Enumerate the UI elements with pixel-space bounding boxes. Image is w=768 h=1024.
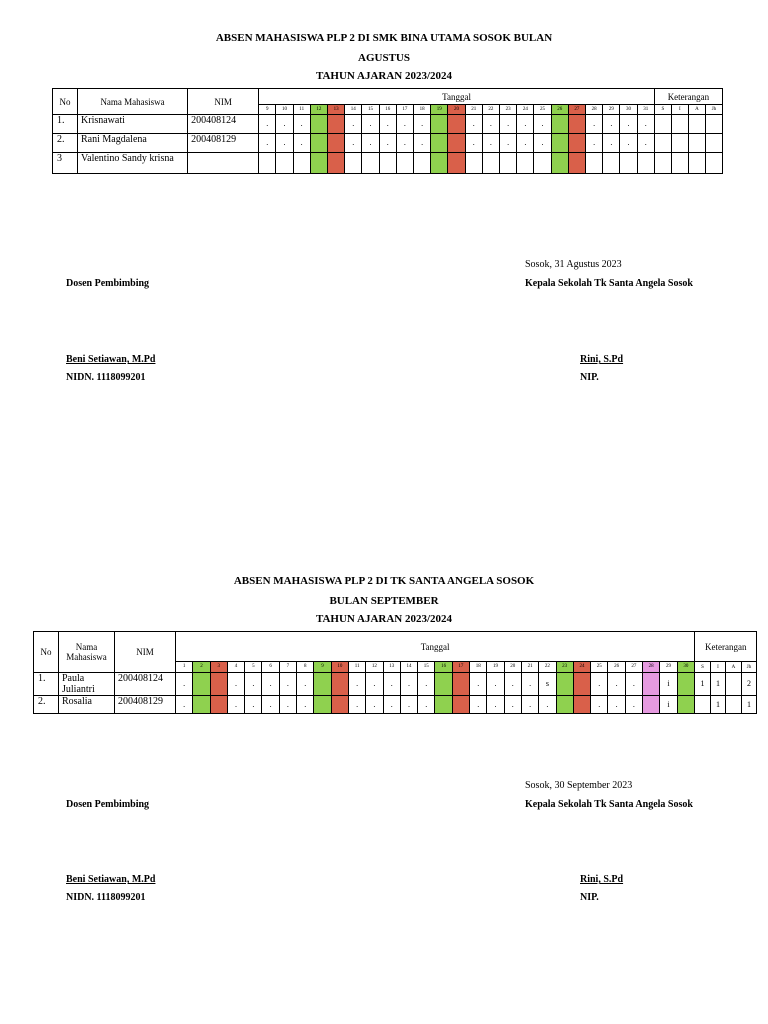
keterangan-count (671, 153, 688, 174)
attendance-mark: . (293, 115, 310, 134)
day-header: 23 (556, 662, 573, 673)
attendance-mark: . (262, 673, 279, 696)
attendance-mark: . (539, 696, 556, 714)
attendance-mark: . (418, 696, 435, 714)
attendance-mark (482, 153, 499, 174)
attendance-mark: . (620, 134, 637, 153)
attendance-mark: . (379, 134, 396, 153)
attendance-mark (345, 153, 362, 174)
keterangan-count (654, 115, 671, 134)
header-tanggal: Tanggal (259, 89, 655, 105)
sheet2-left-id: NIDN. 1118099201 (66, 892, 146, 903)
attendance-mark (210, 673, 227, 696)
attendance-mark: . (400, 673, 417, 696)
attendance-mark (293, 153, 310, 174)
attendance-mark: . (521, 673, 538, 696)
attendance-mark (448, 153, 465, 174)
keterangan-count (671, 134, 688, 153)
attendance-mark (677, 673, 695, 696)
attendance-mark: . (534, 134, 551, 153)
attendance-mark (534, 153, 551, 174)
keterangan-count (726, 696, 742, 714)
attendance-mark (677, 696, 695, 714)
header-name: Nama Mahasiswa (78, 89, 188, 115)
attendance-mark: i (660, 696, 677, 714)
day-header: 28 (643, 662, 660, 673)
day-header: 8 (297, 662, 314, 673)
keterangan-count (654, 134, 671, 153)
day-header: 18 (470, 662, 487, 673)
attendance-mark (259, 153, 276, 174)
attendance-mark (556, 673, 573, 696)
attendance-mark (551, 153, 568, 174)
attendance-mark (603, 153, 620, 174)
attendance-mark: . (418, 673, 435, 696)
attendance-mark (568, 134, 585, 153)
day-header: 17 (396, 105, 413, 115)
attendance-mark: . (586, 115, 603, 134)
day-header: 2 (193, 662, 210, 673)
student-name: Rani Magdalena (78, 134, 188, 153)
student-nim: 200408129 (115, 696, 176, 714)
attendance-mark: . (345, 115, 362, 134)
attendance-mark (314, 696, 331, 714)
sheet1-title-line2: AGUSTUS (358, 52, 410, 64)
header-tanggal: Tanggal (176, 632, 695, 662)
sheet2-right-id: NIP. (580, 892, 599, 903)
attendance-mark (327, 115, 344, 134)
attendance-mark: i (660, 673, 677, 696)
day-header: 7 (279, 662, 296, 673)
attendance-mark (586, 153, 603, 174)
day-header: 13 (327, 105, 344, 115)
student-nim: 200408124 (115, 673, 176, 696)
attendance-mark (362, 153, 379, 174)
attendance-mark: . (414, 134, 431, 153)
attendance-mark (637, 153, 654, 174)
attendance-mark: . (348, 696, 365, 714)
attendance-mark (314, 673, 331, 696)
attendance-mark: . (245, 696, 262, 714)
attendance-mark: . (379, 115, 396, 134)
attendance-mark (331, 696, 348, 714)
attendance-mark: . (259, 115, 276, 134)
attendance-mark (331, 673, 348, 696)
attendance-mark: . (465, 134, 482, 153)
attendance-mark: . (517, 115, 534, 134)
sheet1-place-date: Sosok, 31 Agustus 2023 (525, 259, 622, 270)
attendance-mark: . (383, 696, 400, 714)
attendance-mark: . (482, 115, 499, 134)
day-header: 18 (414, 105, 431, 115)
header-no: No (53, 89, 78, 115)
attendance-mark (396, 153, 413, 174)
day-header: 22 (482, 105, 499, 115)
day-header: 6 (262, 662, 279, 673)
attendance-mark: . (245, 673, 262, 696)
header-no: No (34, 632, 59, 673)
attendance-mark: . (396, 115, 413, 134)
day-header: 25 (534, 105, 551, 115)
attendance-mark: . (276, 115, 293, 134)
day-header: 15 (362, 105, 379, 115)
header-nim: NIM (115, 632, 176, 673)
day-header: 19 (431, 105, 448, 115)
sheet2-right-role: Kepala Sekolah Tk Santa Angela Sosok (525, 799, 693, 810)
attendance-mark: . (293, 134, 310, 153)
attendance-mark (643, 696, 660, 714)
day-header: 1 (176, 662, 193, 673)
attendance-mark: . (396, 134, 413, 153)
attendance-mark: . (500, 115, 517, 134)
day-header: 30 (620, 105, 637, 115)
row-number: 3 (53, 153, 78, 174)
sheet2-attendance-table (33, 631, 757, 714)
attendance-mark (551, 134, 568, 153)
keterangan-count: 1 (741, 696, 757, 714)
attendance-mark: . (504, 673, 521, 696)
attendance-mark: . (227, 673, 244, 696)
attendance-mark (276, 153, 293, 174)
day-header: 24 (517, 105, 534, 115)
keterangan-code: I (710, 662, 726, 673)
attendance-mark (431, 134, 448, 153)
student-name: Valentino Sandy krisna (78, 153, 188, 174)
sheet1-right-name: Rini, S.Pd (580, 354, 624, 365)
attendance-mark: . (603, 134, 620, 153)
attendance-mark (452, 696, 469, 714)
sheet1-right-id: NIP. (580, 372, 599, 383)
attendance-mark: . (637, 134, 654, 153)
day-header: 26 (551, 105, 568, 115)
attendance-mark: . (470, 696, 487, 714)
keterangan-code: Jh (741, 662, 757, 673)
day-header: 21 (465, 105, 482, 115)
keterangan-code: Jh (705, 105, 722, 115)
sheet1-left-id: NIDN. 1118099201 (66, 372, 146, 383)
attendance-mark: . (262, 696, 279, 714)
attendance-mark (500, 153, 517, 174)
attendance-mark (327, 153, 344, 174)
day-header: 14 (400, 662, 417, 673)
keterangan-code: I (671, 105, 688, 115)
sheet1-left-name: Beni Setiawan, M.Pd (66, 354, 156, 365)
day-header: 9 (314, 662, 331, 673)
attendance-mark: . (362, 115, 379, 134)
day-header: 10 (276, 105, 293, 115)
attendance-mark (193, 696, 210, 714)
attendance-mark: . (366, 696, 383, 714)
day-header: 27 (625, 662, 642, 673)
student-nim (188, 153, 259, 174)
attendance-mark: . (534, 115, 551, 134)
day-header: 5 (245, 662, 262, 673)
attendance-mark (431, 115, 448, 134)
attendance-mark: . (465, 115, 482, 134)
attendance-mark: . (603, 115, 620, 134)
attendance-mark: . (176, 696, 193, 714)
attendance-mark: . (487, 696, 504, 714)
attendance-mark: . (608, 673, 625, 696)
table-row (53, 153, 723, 174)
day-header: 3 (210, 662, 227, 673)
sheet2-right-name: Rini, S.Pd (580, 874, 624, 885)
day-header: 27 (568, 105, 585, 115)
keterangan-code: S (654, 105, 671, 115)
day-header: 26 (608, 662, 625, 673)
day-header: 16 (379, 105, 396, 115)
student-nim: 200408124 (188, 115, 259, 134)
attendance-mark (620, 153, 637, 174)
attendance-mark (310, 134, 327, 153)
attendance-mark: . (521, 696, 538, 714)
keterangan-count (688, 153, 705, 174)
day-header: 13 (383, 662, 400, 673)
attendance-mark: . (487, 673, 504, 696)
sheet2-place-date: Sosok, 30 September 2023 (525, 780, 633, 791)
attendance-mark (210, 696, 227, 714)
keterangan-count (705, 115, 722, 134)
attendance-mark: . (608, 696, 625, 714)
keterangan-count (705, 153, 722, 174)
attendance-mark (568, 153, 585, 174)
attendance-mark: . (279, 696, 296, 714)
keterangan-count (705, 134, 722, 153)
keterangan-count: 1 (710, 673, 726, 696)
day-header: 16 (435, 662, 452, 673)
day-header: 9 (259, 105, 276, 115)
day-header: 10 (331, 662, 348, 673)
attendance-mark: . (591, 696, 608, 714)
day-header: 14 (345, 105, 362, 115)
table-row (53, 134, 723, 153)
day-header: 20 (448, 105, 465, 115)
attendance-mark (551, 115, 568, 134)
keterangan-count (695, 696, 711, 714)
header-keterangan: Keterangan (695, 632, 757, 662)
student-name: Rosalia (59, 696, 115, 714)
attendance-mark: . (414, 115, 431, 134)
attendance-mark (310, 153, 327, 174)
day-header: 29 (660, 662, 677, 673)
keterangan-count: 1 (695, 673, 711, 696)
attendance-mark (643, 673, 660, 696)
attendance-mark (568, 115, 585, 134)
student-nim: 200408129 (188, 134, 259, 153)
day-header: 12 (310, 105, 327, 115)
attendance-mark (435, 673, 452, 696)
sheet2-title-line2: BULAN SEPTEMBER (329, 595, 439, 607)
attendance-mark: . (297, 673, 314, 696)
row-number: 1. (53, 115, 78, 134)
attendance-mark (556, 696, 573, 714)
attendance-mark: . (366, 673, 383, 696)
attendance-mark: . (345, 134, 362, 153)
attendance-mark: . (591, 673, 608, 696)
day-header: 24 (573, 662, 590, 673)
table-row (34, 673, 757, 696)
attendance-mark: . (383, 673, 400, 696)
day-header: 4 (227, 662, 244, 673)
day-header: 30 (677, 662, 695, 673)
table-row (53, 115, 723, 134)
attendance-mark: . (586, 134, 603, 153)
header-name: Nama Mahasiswa (59, 632, 115, 673)
attendance-mark (431, 153, 448, 174)
attendance-mark: . (297, 696, 314, 714)
attendance-mark: . (348, 673, 365, 696)
student-name: Krisnawati (78, 115, 188, 134)
sheet1-left-role: Dosen Pembimbing (66, 278, 150, 289)
row-number: 2. (53, 134, 78, 153)
attendance-mark (327, 134, 344, 153)
sheet2-title-line3: TAHUN AJARAN 2023/2024 (315, 613, 453, 625)
attendance-mark: . (625, 673, 642, 696)
keterangan-count: 2 (741, 673, 757, 696)
day-header: 17 (452, 662, 469, 673)
keterangan-count (688, 134, 705, 153)
attendance-mark: . (276, 134, 293, 153)
sheet1-title-line3: TAHUN AJARAN 2023/2024 (315, 70, 453, 82)
keterangan-code: S (695, 662, 711, 673)
day-header: 31 (637, 105, 654, 115)
keterangan-code: A (688, 105, 705, 115)
day-header: 20 (504, 662, 521, 673)
sheet1-right-role: Kepala Sekolah Tk Santa Angela Sosok (525, 278, 693, 289)
keterangan-code: A (726, 662, 742, 673)
attendance-mark (193, 673, 210, 696)
day-header: 29 (603, 105, 620, 115)
sheet1-attendance-table (52, 88, 723, 174)
keterangan-count (688, 115, 705, 134)
row-number: 1. (34, 673, 59, 696)
sheet2-left-name: Beni Setiawan, M.Pd (66, 874, 156, 885)
row-number: 2. (34, 696, 59, 714)
keterangan-count (726, 673, 742, 696)
attendance-mark: . (362, 134, 379, 153)
day-header: 25 (591, 662, 608, 673)
attendance-mark: . (500, 134, 517, 153)
attendance-mark: . (504, 696, 521, 714)
attendance-mark: . (625, 696, 642, 714)
attendance-mark: . (227, 696, 244, 714)
sheet1-title-line1: ABSEN MAHASISWA PLP 2 DI SMK BINA UTAMA SOSOK BULAN (215, 32, 553, 44)
attendance-mark: . (279, 673, 296, 696)
sheet2-left-role: Dosen Pembimbing (66, 799, 150, 810)
attendance-mark (448, 134, 465, 153)
attendance-mark (435, 696, 452, 714)
day-header: 11 (348, 662, 365, 673)
attendance-mark (414, 153, 431, 174)
attendance-mark (452, 673, 469, 696)
attendance-mark: . (620, 115, 637, 134)
day-header: 21 (521, 662, 538, 673)
attendance-mark: s (539, 673, 556, 696)
keterangan-count (654, 153, 671, 174)
attendance-mark (517, 153, 534, 174)
table-row (34, 696, 757, 714)
attendance-mark: . (400, 696, 417, 714)
attendance-mark: . (517, 134, 534, 153)
day-header: 28 (586, 105, 603, 115)
attendance-mark (465, 153, 482, 174)
day-header: 23 (500, 105, 517, 115)
sheet2-title-line1: ABSEN MAHASISWA PLP 2 DI TK SANTA ANGELA SOSOK (233, 575, 535, 587)
day-header: 11 (293, 105, 310, 115)
day-header: 19 (487, 662, 504, 673)
attendance-mark (573, 696, 590, 714)
header-nim: NIM (188, 89, 259, 115)
day-header: 15 (418, 662, 435, 673)
attendance-mark: . (637, 115, 654, 134)
header-keterangan: Keterangan (654, 89, 722, 105)
day-header: 22 (539, 662, 556, 673)
attendance-mark: . (259, 134, 276, 153)
keterangan-count: 1 (710, 696, 726, 714)
attendance-mark: . (176, 673, 193, 696)
student-name: Paula Juliantri (59, 673, 115, 696)
day-header: 12 (366, 662, 383, 673)
attendance-mark (573, 673, 590, 696)
attendance-mark (448, 115, 465, 134)
keterangan-count (671, 115, 688, 134)
attendance-mark: . (470, 673, 487, 696)
attendance-mark: . (482, 134, 499, 153)
attendance-mark (310, 115, 327, 134)
attendance-mark (379, 153, 396, 174)
